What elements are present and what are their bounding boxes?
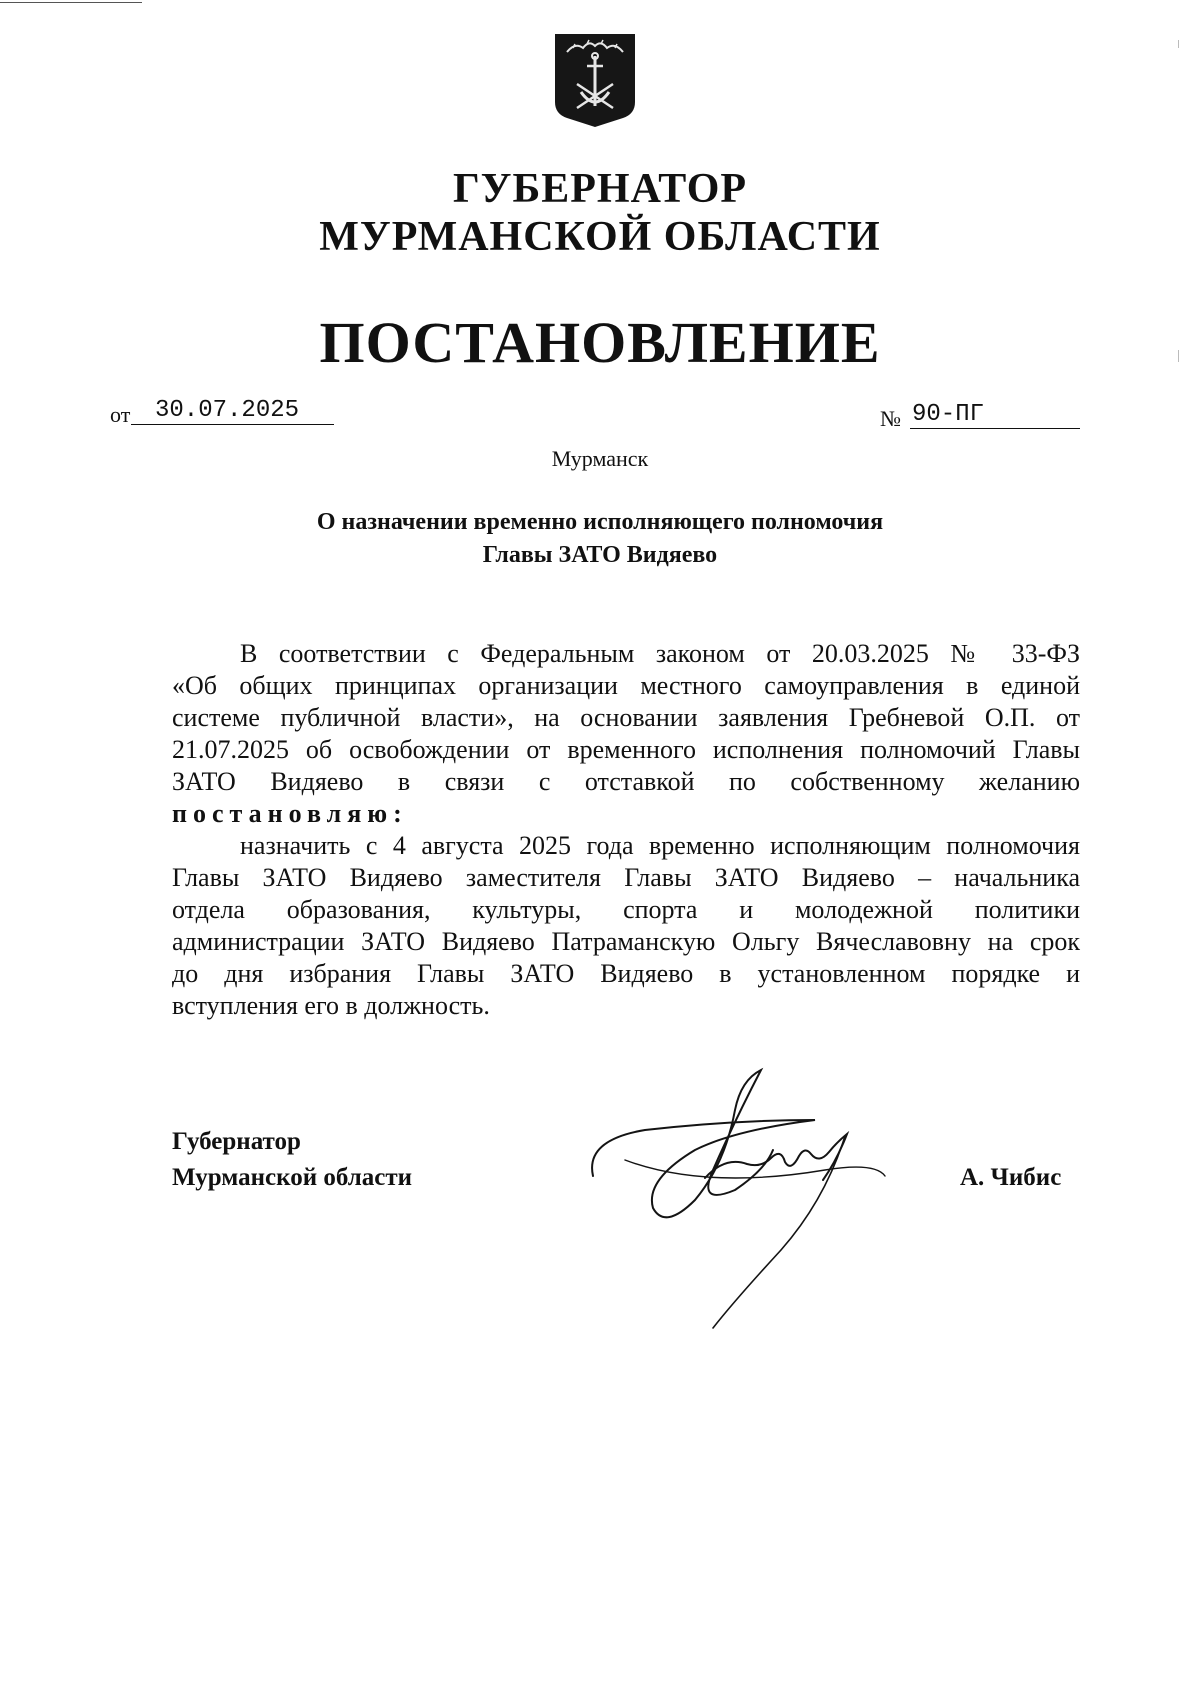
signer-position: Губернатор	[172, 1128, 301, 1155]
body-line: до дня избрания Главы ЗАТО Видяево в установленном порядке и	[172, 959, 1080, 988]
number-prefix: №	[880, 406, 901, 431]
signer-region: Мурманской области	[172, 1164, 413, 1191]
issuer-region: МУРМАНСКОЙ ОБЛАСТИ	[319, 214, 881, 260]
body-line: системе публичной власти», на основании заявления Гребневой О.П. от	[172, 703, 1080, 732]
body-line: 21.07.2025 об освобождении от временного исполнения полномочий Главы	[172, 735, 1080, 764]
subject-line: Главы ЗАТО Видяево	[482, 542, 718, 568]
document-number: 90-ПГ	[910, 402, 1080, 429]
date-prefix: от	[110, 402, 131, 427]
body-line: отдела образования, культуры, спорта и молодежной политики	[172, 895, 1080, 924]
body-line: Главы ЗАТО Видяево заместителя Главы ЗАТО Видяево – начальника	[172, 863, 1080, 892]
handwritten-signature	[585, 1060, 905, 1340]
scan-edge-line	[0, 2, 142, 3]
body-line: В соответствии с Федеральным законом от 20.03.2025 № 33-ФЗ	[240, 639, 1080, 668]
body-line: ЗАТО Видяево в связи с отставкой по собственному желанию	[172, 767, 1080, 796]
subject-line: О назначении временно исполняющего полномочия	[316, 509, 884, 535]
resolution-keyword: постановляю:	[172, 799, 408, 828]
issuer-title: ГУБЕРНАТОР	[452, 166, 748, 212]
body-line: администрации ЗАТО Видяево Патраманскую Ольгу Вячеславовну на срок	[172, 927, 1080, 956]
body-line: «Об общих принципах организации местного самоуправления в единой	[172, 671, 1080, 700]
signer-name: А. Чибис	[960, 1164, 1062, 1191]
document-type: ПОСТАНОВЛЕНИЕ	[319, 310, 881, 375]
city: Мурманск	[551, 446, 649, 471]
scan-artifact	[1178, 40, 1179, 48]
body-line: вступления его в должность.	[172, 991, 490, 1020]
coat-of-arms-emblem	[553, 32, 637, 128]
document-date: 30.07.2025	[131, 398, 334, 425]
body-line: назначить с 4 августа 2025 года временно исполняющим полномочия	[240, 831, 1080, 860]
